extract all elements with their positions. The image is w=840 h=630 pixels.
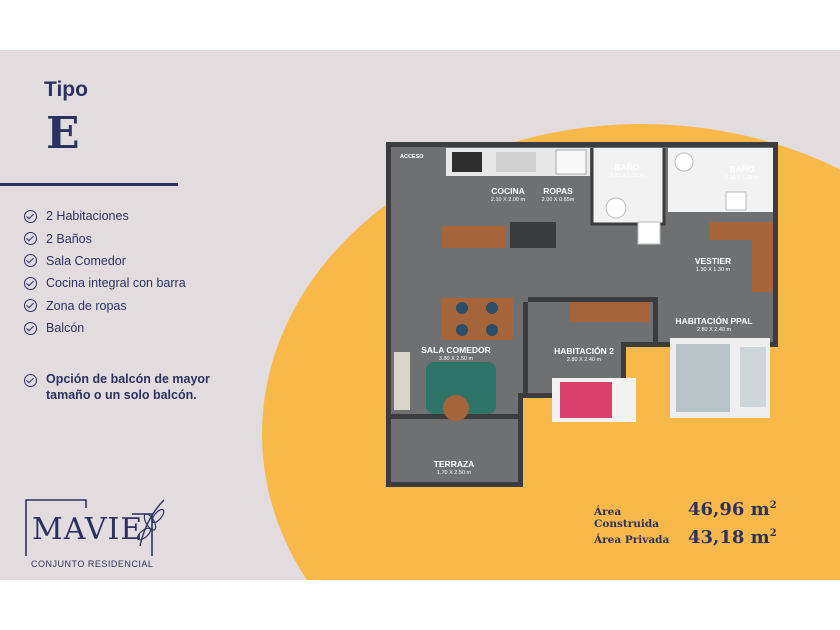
check-circle-icon [24,232,37,245]
sofa [394,352,410,410]
tipo-letter: E [46,108,80,159]
area-privada [594,527,777,548]
check-circle-icon [24,254,37,267]
check-circle-icon [24,277,37,290]
area-construida-value: 46,96 m [688,499,770,520]
toilet-2 [726,192,746,210]
stove [452,152,482,172]
check-circle-icon [24,210,37,223]
feature-item [24,317,186,339]
check-circle-icon [24,322,37,335]
feature-item [24,227,186,249]
feature-item [24,295,186,317]
title-divider [0,183,178,186]
kitchen-bar [442,226,506,248]
kitchen-sink [496,152,536,172]
logo-subtitle: CONJUNTO RESIDENCIAL [31,559,154,569]
area-privada-label: Área Privada [594,534,670,546]
feature-text: Cocina integral con barra [46,276,186,291]
coffee-table [443,395,469,421]
area-construida-label: Área Construida [594,506,660,530]
feature-text: Zona de ropas [46,298,127,313]
room-label-vestier: VESTIER 1.30 X 1.30 m [694,256,732,273]
room-label-ropas: ROPAS 2.00 X 0.65m [541,186,575,203]
toilet-1 [606,198,626,218]
area-unit-exponent: 2 [769,528,777,539]
bed-cover-hab-ppal [676,344,730,412]
feature-text: Balcón [46,321,85,336]
feature-text: Sala Comedor [46,253,126,268]
laundry-sink [510,222,556,248]
feature-item [24,250,186,272]
closet-side [752,222,773,292]
note-line-2: tamaño o un solo balcón. [46,388,197,402]
check-circle-icon [24,299,37,312]
bed-cover-hab2 [560,382,612,418]
room-label-bano-2: BAÑO 2.10 X 1.25 m [724,164,760,181]
feature-item [24,272,186,294]
room-label-cocina: COCINA 2.10 X 2.00 m [490,186,526,203]
tipo-label: Tipo [44,78,88,101]
feature-text: 2 Baños [46,231,92,246]
area-unit-exponent: 2 [769,500,777,511]
feature-item [24,205,186,227]
area-privada-value: 43,18 m [688,527,770,548]
sink-2 [675,153,693,171]
balcony-note [24,371,226,403]
bathroom-1-floor [592,148,664,224]
room-label-habitacion-ppal: HABITACIÓN PPAL 2.80 X 2.40 m [675,316,753,333]
closet-hab2 [570,302,650,322]
floor-plan [386,142,784,492]
check-circle-icon [24,374,37,387]
mavie-logo [24,498,174,578]
room-label-terraza: TERRAZA 1.70 X 2.50 m [433,459,475,476]
washing-machine [556,150,586,174]
room-label-bano-1: BAÑO 2.10 X 1.35 m [609,162,645,179]
slide [0,50,840,580]
room-label-sala-comedor: SALA COMEDOR 3.80 X 2.50 m [421,345,491,362]
sink-1 [638,222,660,244]
dining-table [441,298,513,340]
access-label: ACCESO [400,154,424,160]
room-label-habitacion-2: HABITACIÓN 2 2.80 X 2.40 m [554,346,614,363]
note-line-1: Opción de balcón de mayor [46,372,210,386]
area-construida [594,499,777,530]
feature-text: 2 Habitaciones [46,209,129,224]
feature-list [24,205,186,339]
logo-wordmark: MAVIE [32,512,144,547]
